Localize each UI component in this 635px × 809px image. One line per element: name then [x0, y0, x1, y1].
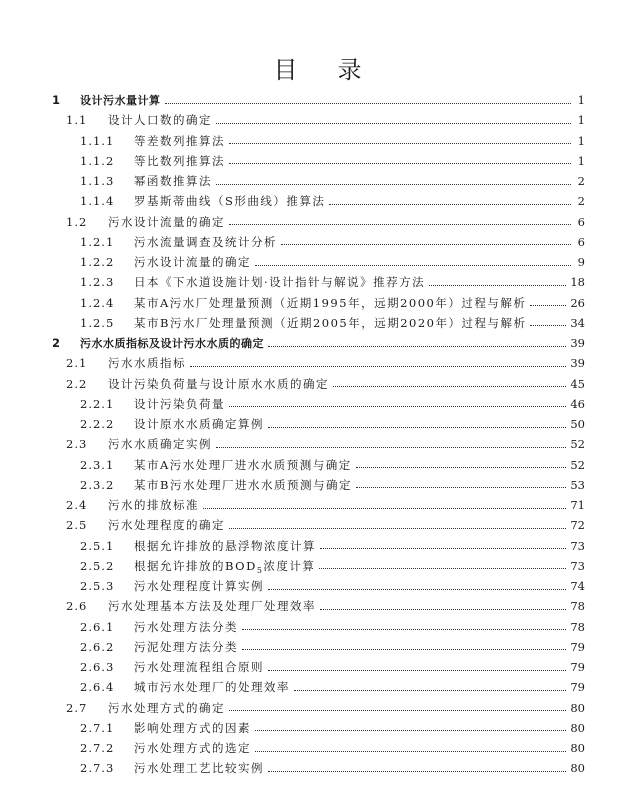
toc-entry-page: 71 — [570, 498, 585, 512]
toc-entry[interactable] — [66, 112, 585, 128]
toc-entry[interactable] — [80, 679, 585, 695]
toc-entry-title-text: 污水处理方法分类 — [134, 619, 238, 634]
toc-entry-title-text: 设计污水量计算 — [80, 94, 161, 107]
toc-entry-title — [124, 457, 352, 473]
toc-entry-page: 78 — [570, 619, 585, 634]
toc-entry-number: 1.1.3 — [80, 174, 115, 188]
toc-entry-title-text: 幂函数推算法 — [134, 174, 212, 188]
toc-entry[interactable] — [80, 619, 585, 635]
toc-entry-title — [124, 396, 225, 412]
dot-leader — [530, 305, 566, 306]
toc-entry-number: 1.1.2 — [80, 153, 115, 168]
dot-leader — [229, 224, 571, 225]
dot-leader — [242, 649, 566, 650]
toc-entry-title — [124, 578, 264, 594]
toc-entry-number: 2.2.2 — [80, 417, 115, 431]
toc-entry[interactable] — [80, 578, 585, 594]
toc-entry-page: 6 — [577, 214, 585, 229]
toc-entry-title — [124, 538, 316, 554]
toc-entry-title — [124, 558, 315, 574]
toc-entry-title-text: 污水水质指标及设计污水水质的确定 — [80, 337, 264, 350]
toc-entry-number: 1.2.1 — [80, 234, 115, 249]
toc-entry-page: 79 — [570, 680, 585, 695]
dot-leader — [429, 285, 566, 286]
toc-entry-page: 2 — [577, 174, 585, 188]
dot-leader — [530, 325, 566, 326]
toc-entry-number: 2.3.2 — [80, 477, 115, 492]
toc-entry-number: 2.6.1 — [80, 619, 115, 634]
toc-entry-title — [124, 153, 225, 169]
toc-entry-title-text: 城市污水处理厂的处理效率 — [134, 680, 290, 695]
toc-entry[interactable] — [66, 700, 585, 716]
toc-entry-number: 2.1 — [66, 356, 88, 371]
toc-entry-title-text: 设计污染负荷量与设计原水水质的确定 — [108, 376, 329, 391]
toc-entry-title — [98, 214, 225, 230]
dot-leader — [229, 528, 566, 529]
toc-entry-title — [124, 720, 251, 736]
toc-entry-title-text: 污水设计流量的确定 — [108, 214, 225, 229]
toc-entry-title-text: 日本《下水道设施计划·设计指针与解说》推荐方法 — [134, 275, 426, 290]
toc-entry-page: 80 — [570, 700, 585, 715]
toc-entry-page: 79 — [570, 639, 585, 654]
toc-entry[interactable] — [80, 234, 585, 250]
dot-leader — [255, 751, 566, 752]
toc-entry-number: 1.1.1 — [80, 133, 115, 148]
toc-entry-title — [124, 173, 212, 189]
toc-entry[interactable] — [80, 193, 585, 209]
toc-entry-title — [98, 436, 212, 452]
title-char-1: 目 — [273, 56, 298, 84]
toc-entry-title — [124, 315, 526, 331]
dot-leader — [268, 427, 566, 428]
dot-leader — [216, 123, 571, 124]
toc-entry-title — [124, 254, 251, 270]
toc-entry-title-text: 某市B污水厂处理量预测（近期2005年，远期2020年）过程与解析 — [134, 315, 527, 330]
toc-entry-page: 2 — [577, 194, 585, 209]
dot-leader — [329, 204, 571, 205]
toc-entry-title — [98, 598, 316, 614]
toc-entry-page: 1 — [577, 153, 585, 168]
toc-entry-page: 39 — [570, 336, 585, 350]
toc-entry-number: 2.3 — [66, 437, 88, 452]
toc-entry-page: 50 — [570, 417, 585, 431]
toc-entry-title-text: 污水水质确定实例 — [108, 437, 212, 452]
toc-entry-page: 34 — [570, 315, 585, 330]
toc-entry-title — [70, 335, 264, 351]
toc-entry-title-text: 影响处理方式的因素 — [134, 720, 251, 735]
toc-entry-title-text: 设计污染负荷量 — [134, 396, 225, 411]
toc-entry[interactable] — [80, 254, 585, 270]
toc-entry-title — [124, 760, 264, 776]
dot-leader — [356, 467, 567, 468]
toc-entry-title — [98, 112, 212, 128]
toc-entry-title-text: 根据允许排放的悬浮物浓度计算 — [134, 538, 316, 553]
toc-entry[interactable] — [80, 153, 585, 169]
toc-entry-subscript: 5 — [256, 565, 264, 575]
toc-entry-page: 74 — [570, 579, 585, 593]
dot-leader — [216, 447, 566, 448]
toc-entry-page: 39 — [570, 356, 585, 371]
toc-entry-number: 2.5.3 — [80, 579, 115, 593]
toc-entry-page: 80 — [570, 741, 585, 755]
toc-entry-page: 6 — [577, 234, 585, 249]
toc-entry-title — [124, 619, 238, 635]
toc-entry-title — [124, 659, 264, 675]
toc-entry-title-text: 等比数列推算法 — [134, 153, 225, 168]
toc-entry[interactable] — [80, 477, 585, 493]
toc-entry-title-text: 某市A污水厂处理量预测（近期1995年，远期2000年）过程与解析 — [134, 295, 527, 310]
toc-entry-number: 2.6.2 — [80, 639, 115, 654]
toc-entry-number: 1.2.2 — [80, 255, 115, 269]
toc-entry-title-text: 设计原水水质确定算例 — [134, 417, 264, 431]
toc-entry-title — [98, 497, 199, 513]
toc-entry-title-text: 污水处理工艺比较实例 — [134, 761, 264, 776]
page-title — [0, 50, 635, 85]
toc-entry-number: 1.2.4 — [80, 295, 115, 310]
toc-entry[interactable] — [80, 639, 585, 655]
toc-entry-title-text: 污水处理程度计算实例 — [134, 579, 264, 593]
toc-entry[interactable] — [66, 355, 585, 371]
toc-entry-title — [124, 295, 526, 311]
toc-entry-number: 2.2.1 — [80, 396, 115, 411]
toc-entry[interactable] — [66, 436, 585, 452]
toc-entry-title-text: 罗基斯蒂曲线（S形曲线）推算法 — [134, 194, 326, 209]
toc-entry-page: 53 — [570, 477, 585, 492]
dot-leader — [229, 406, 566, 407]
dot-leader — [294, 690, 566, 691]
toc-entry-title-text: 污水处理基本方法及处理厂处理效率 — [108, 599, 316, 614]
toc-entry-title-text: 污水的排放标准 — [108, 498, 199, 512]
toc-entry-number: 1.1.4 — [80, 194, 115, 209]
toc-entry[interactable] — [80, 315, 585, 331]
toc-entry-number: 1.2 — [66, 214, 88, 229]
toc-entry-number: 1.2.5 — [80, 315, 115, 330]
dot-leader — [229, 143, 571, 144]
toc-entry[interactable] — [80, 274, 585, 290]
dot-leader — [319, 568, 566, 569]
toc-entry-title — [124, 416, 264, 432]
toc-entry-title-text: 污水处理程度的确定 — [108, 518, 225, 533]
toc-entry[interactable] — [66, 497, 585, 513]
dot-leader — [255, 265, 571, 266]
toc-entry-page: 1 — [577, 133, 585, 148]
toc-entry-page: 45 — [570, 376, 585, 391]
dot-leader — [242, 629, 566, 630]
toc-entry-title-text: 某市A污水处理厂进水水质预测与确定 — [134, 457, 352, 472]
dot-leader — [281, 244, 571, 245]
toc-entry-page: 26 — [570, 295, 585, 310]
toc-entry[interactable] — [66, 376, 585, 392]
toc-entry-page: 72 — [570, 518, 585, 533]
toc-entry[interactable] — [80, 416, 585, 432]
dot-leader — [320, 548, 566, 549]
toc-entry[interactable] — [80, 659, 585, 675]
dot-leader — [268, 346, 566, 347]
toc-entry-number: 2.7.1 — [80, 720, 115, 735]
toc-entry-title — [124, 274, 425, 290]
dot-leader — [333, 386, 566, 387]
toc-entry-title-text: 等差数列推算法 — [134, 133, 225, 148]
toc-entry-title — [124, 740, 251, 756]
toc-entry-title — [124, 133, 225, 149]
toc-entry-page: 1 — [577, 113, 585, 128]
dot-leader — [190, 366, 566, 367]
dot-leader — [165, 103, 572, 104]
toc-entry-title — [124, 234, 277, 250]
toc-entry-title — [124, 477, 352, 493]
toc-entry-title-text: 污泥处理方法分类 — [134, 639, 238, 654]
toc-entry[interactable] — [80, 538, 585, 554]
toc-entry[interactable] — [66, 517, 585, 533]
toc-entry[interactable] — [80, 760, 585, 776]
toc-entry-title — [124, 679, 290, 695]
toc-entry-number: 2.5.2 — [80, 558, 115, 573]
toc-entry-title-text: 污水处理方式的确定 — [108, 700, 225, 715]
toc-entry-number: 2.6.3 — [80, 660, 115, 674]
dot-leader — [356, 487, 566, 488]
toc-entry-page: 80 — [570, 720, 585, 735]
toc-entry-page: 52 — [570, 457, 585, 472]
toc-entry-title — [124, 639, 238, 655]
toc-entry-page: 18 — [570, 275, 585, 290]
toc-entry-number: 2.6 — [66, 599, 88, 614]
toc-entry[interactable] — [66, 214, 585, 230]
toc-entry[interactable] — [80, 173, 585, 189]
dot-leader — [255, 730, 566, 731]
toc-entry-page: 46 — [570, 396, 585, 411]
toc-entry-number: 2.5.1 — [80, 538, 115, 553]
toc-entry-title — [98, 355, 186, 371]
toc-entry-number: 2.4 — [66, 498, 88, 512]
toc-entry-title — [124, 193, 325, 209]
toc-entry[interactable] — [80, 457, 585, 473]
toc-entry-number: 2.2 — [66, 376, 88, 391]
toc-entry-page: 80 — [570, 761, 585, 776]
toc-entry[interactable] — [52, 92, 585, 108]
toc-entry-page: 78 — [570, 599, 585, 614]
toc-entry-title-text: 污水处理流程组合原则 — [134, 660, 264, 674]
dot-leader — [268, 771, 566, 772]
toc-entry-number: 2.5 — [66, 518, 88, 533]
toc-entry-page: 73 — [570, 538, 585, 553]
dot-leader — [320, 609, 566, 610]
toc-entry-title — [98, 517, 225, 533]
dot-leader — [268, 670, 566, 671]
toc-entry-page: 1 — [577, 93, 585, 107]
dot-leader — [229, 710, 566, 711]
dot-leader — [203, 508, 566, 509]
dot-leader — [216, 184, 571, 185]
toc-entry[interactable] — [80, 295, 585, 311]
toc-entry[interactable] — [80, 558, 585, 574]
toc-entry-number: 2.7 — [66, 700, 88, 715]
toc-entry-title-text-after: 浓度计算 — [263, 558, 316, 573]
toc-entry-title-text: 根据允许排放的BOD — [134, 558, 257, 573]
toc-entry-page: 73 — [570, 558, 585, 573]
toc-entry-title-text: 污水设计流量的确定 — [134, 255, 251, 269]
title-char-2: 录 — [337, 56, 362, 84]
dot-leader — [229, 163, 571, 164]
dot-leader — [268, 589, 566, 590]
toc-entry[interactable] — [52, 335, 585, 351]
toc-entry-title — [70, 92, 161, 108]
toc-entry-title-text: 设计人口数的确定 — [108, 113, 212, 128]
toc-entry-number: 2.6.4 — [80, 680, 115, 695]
toc-entry-page: 52 — [570, 437, 585, 452]
toc-entry-number: 2.3.1 — [80, 457, 115, 472]
toc-entry-number: 1.2.3 — [80, 275, 115, 290]
toc-entry[interactable] — [80, 740, 585, 756]
toc-entry-page: 9 — [577, 255, 585, 269]
toc-entry-title — [98, 700, 225, 716]
toc-entry-number: 1 — [52, 93, 62, 107]
toc-entry-title-text: 污水处理方式的选定 — [134, 741, 251, 755]
toc-entry-title-text: 污水水质指标 — [108, 356, 186, 371]
toc-entry-title — [98, 376, 329, 392]
toc-entry[interactable] — [80, 396, 585, 412]
toc-entry[interactable] — [66, 598, 585, 614]
toc-entry-title-text: 污水流量调查及统计分析 — [134, 234, 277, 249]
toc-entry-number: 1.1 — [66, 113, 88, 128]
toc-entry-page: 79 — [570, 660, 585, 674]
toc-entry-number: 2 — [52, 336, 62, 350]
toc-entry-number: 2.7.3 — [80, 761, 115, 776]
toc-entry[interactable] — [80, 720, 585, 736]
toc-entry-title-text: 某市B污水处理厂进水水质预测与确定 — [134, 477, 352, 492]
toc-entry[interactable] — [80, 133, 585, 149]
toc-entry-number: 2.7.2 — [80, 741, 115, 755]
